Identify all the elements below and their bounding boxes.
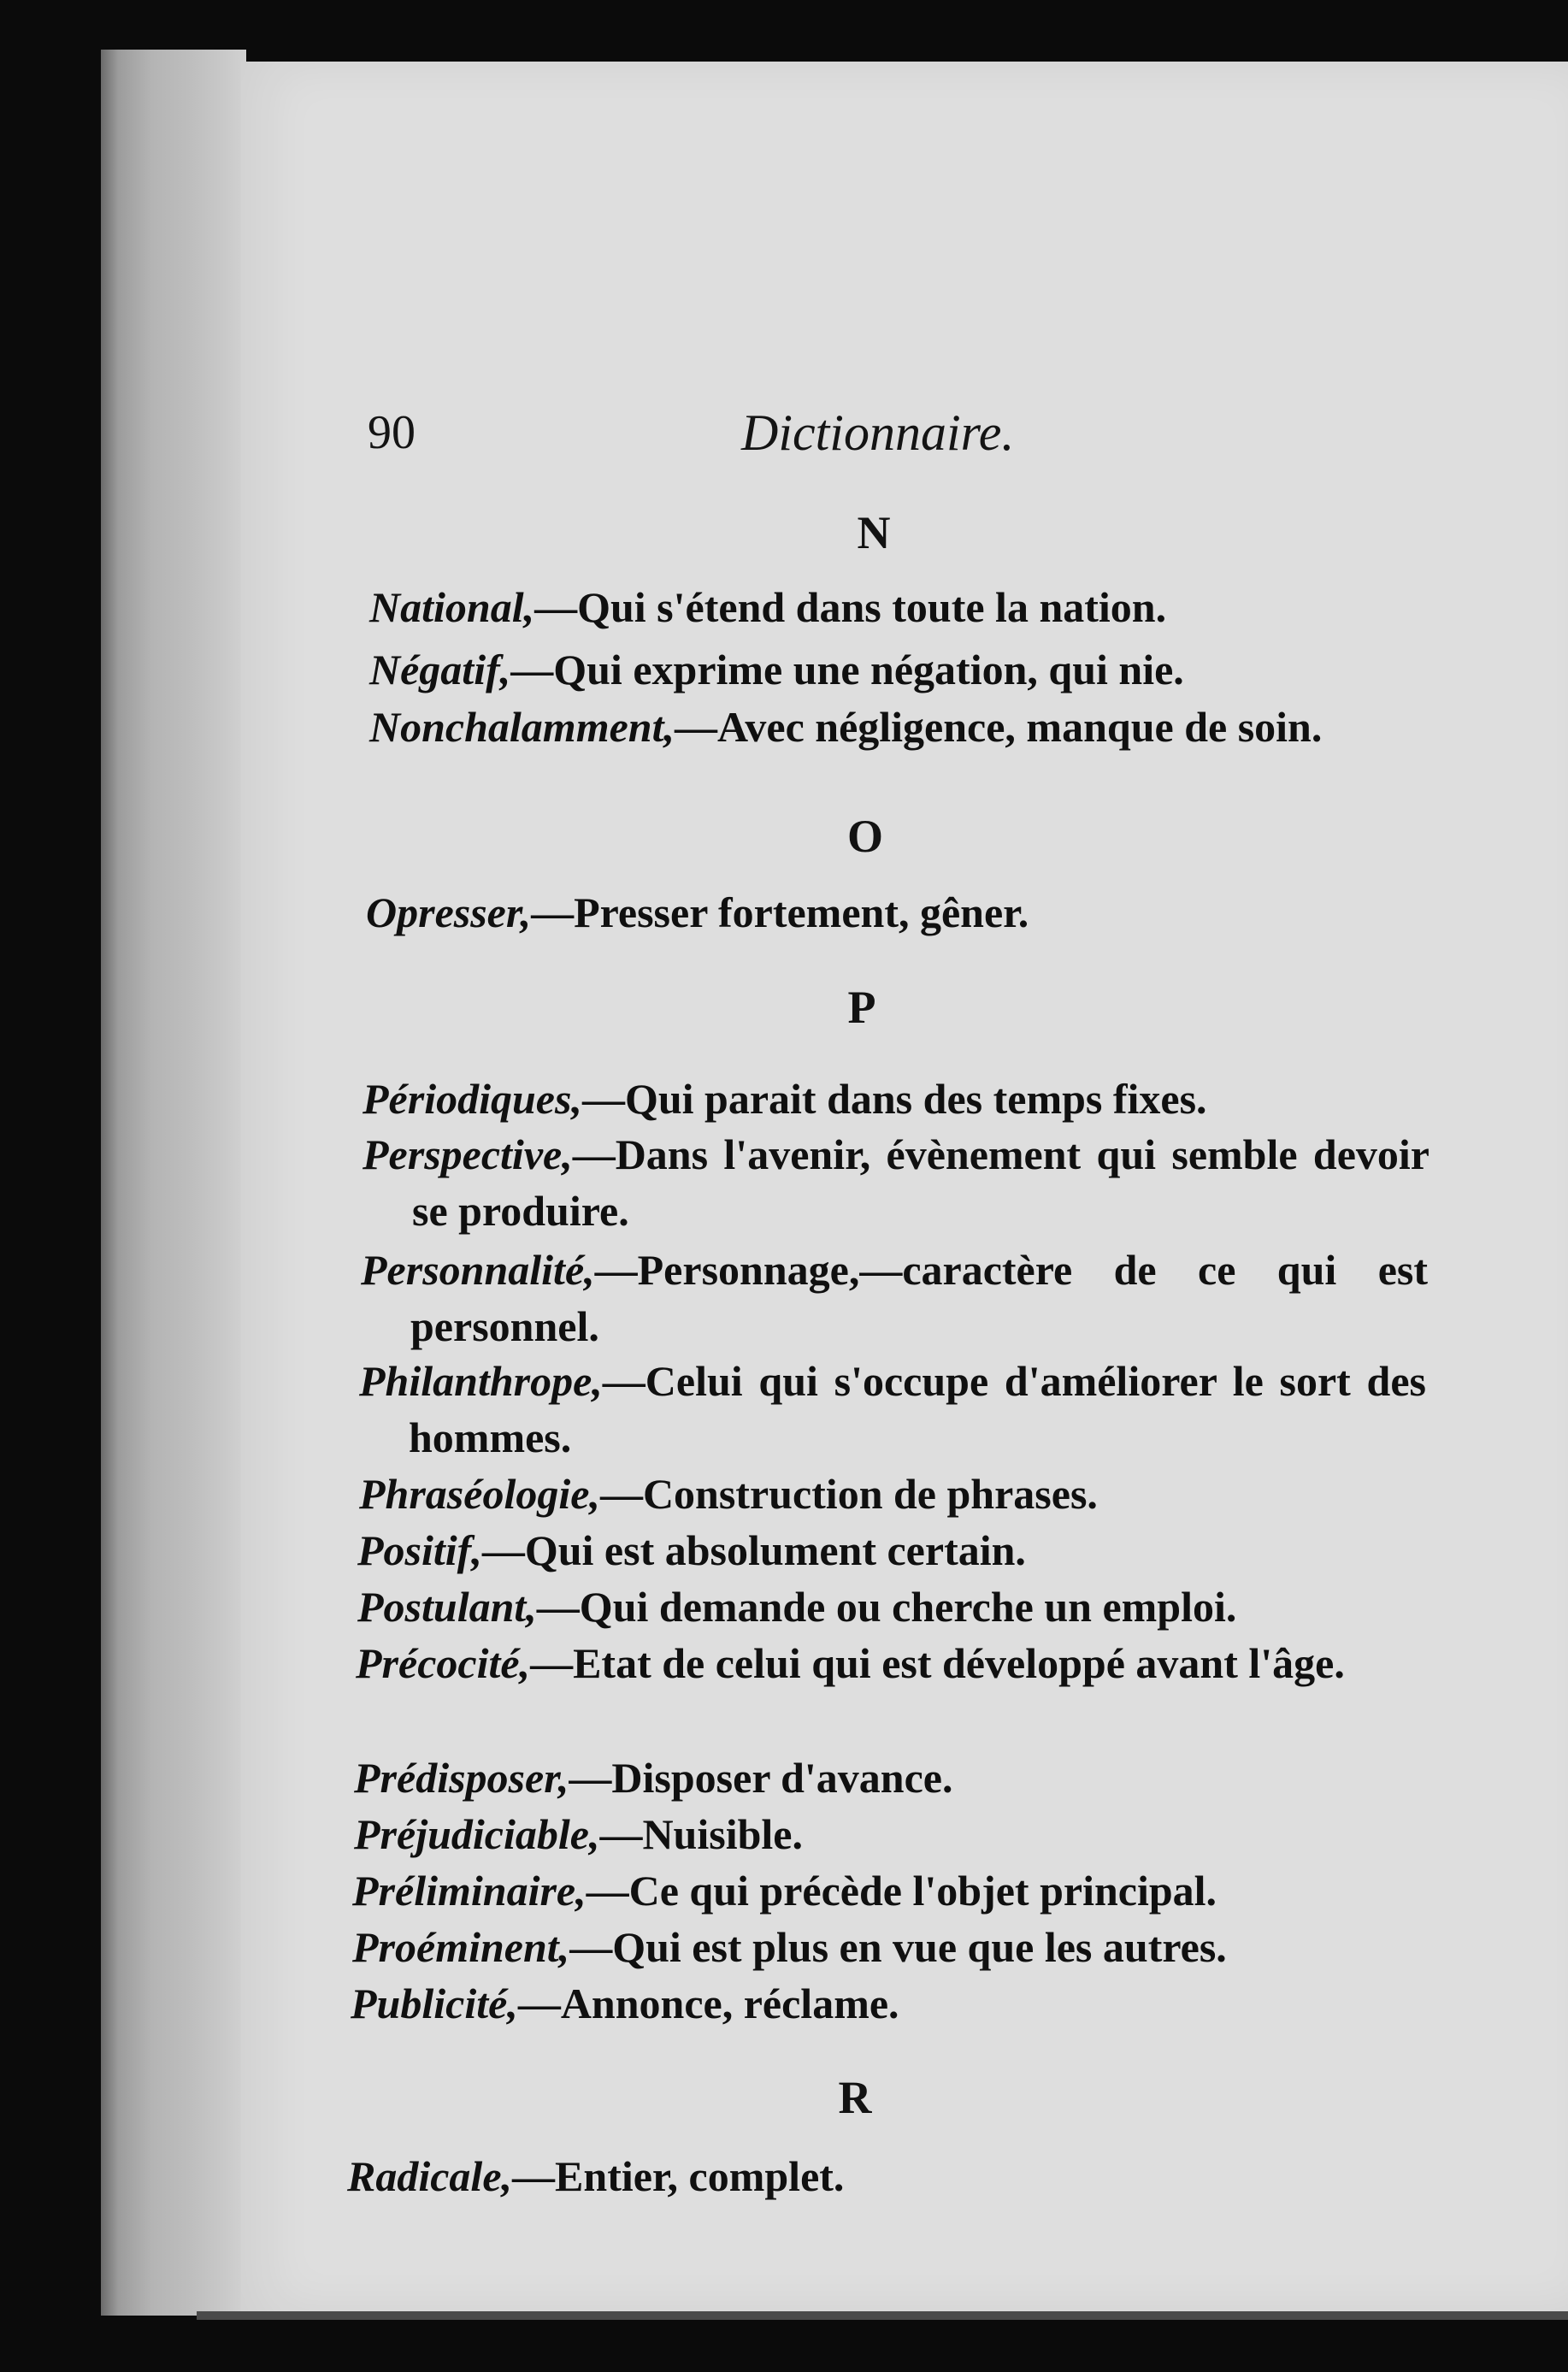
- entry-postulant: [357, 1578, 1424, 1635]
- entry-term: Préjudiciable,: [354, 1810, 600, 1858]
- entry-term: Perspective,: [363, 1130, 573, 1178]
- entry-definition: —Qui exprime une négation, qui nie.: [510, 646, 1184, 693]
- page-header: [241, 395, 1568, 472]
- entry-term: Opresser,: [366, 888, 532, 936]
- entry-definition: —Celui qui s'occupe d'améliorer le sort des hommes.: [409, 1357, 1426, 1461]
- entry-personnalite: [361, 1242, 1428, 1354]
- entry-term: National,: [369, 583, 535, 631]
- entry-term: Nonchalamment,: [369, 703, 675, 751]
- entry-term: Périodiques,: [363, 1075, 582, 1123]
- entry-philanthrope: [359, 1353, 1426, 1466]
- entry-term: Précocité,: [356, 1639, 531, 1687]
- entry-term: Personnalité,: [361, 1246, 595, 1294]
- entry-definition: —Disposer d'avance.: [569, 1754, 953, 1802]
- section-letter-o: O: [846, 811, 883, 862]
- entry-definition: —Personnage,—caractère de ce qui est personnel.: [410, 1246, 1428, 1350]
- entry-perspective: [363, 1126, 1429, 1239]
- entry-term: Prédisposer,: [354, 1754, 569, 1802]
- entry-definition: —Presser fortement, gêner.: [531, 888, 1029, 936]
- entry-national: [369, 579, 1436, 635]
- entry-preliminaire: [352, 1862, 1419, 1919]
- entry-periodiques: [363, 1071, 1429, 1127]
- page-number: 90: [368, 406, 416, 459]
- entry-negatif: [369, 641, 1436, 698]
- entry-publicite: [351, 1975, 1418, 2032]
- entry-predisposer: [354, 1749, 1421, 1806]
- entry-definition: —Qui est plus en vue que les autres.: [569, 1923, 1227, 1971]
- entry-definition: —Entier, complet.: [512, 2152, 845, 2200]
- entry-definition: —Construction de phrases.: [599, 1470, 1098, 1518]
- entry-positif: [357, 1522, 1424, 1578]
- entry-term: Négatif,: [369, 646, 511, 693]
- entry-definition: —Qui s'étend dans toute la nation.: [534, 583, 1167, 631]
- book-spine: [101, 50, 246, 2316]
- dictionary-page: [241, 62, 1568, 2312]
- entry-definition: —Annonce, réclame.: [517, 1980, 899, 2027]
- running-head: Dictionnaire.: [741, 404, 1015, 461]
- entry-proeminent: [352, 1919, 1419, 1975]
- entry-definition: —Etat de celui qui est développé avant l'âge.: [530, 1639, 1345, 1687]
- entry-phraseologie: [359, 1466, 1426, 1522]
- entry-term: Publicité,: [351, 1980, 518, 2027]
- entry-definition: —Qui est absolument certain.: [481, 1526, 1026, 1574]
- section-letter-r: R: [838, 2072, 872, 2123]
- entry-definition: —Nuisible.: [599, 1810, 804, 1858]
- entry-term: Philanthrope,: [359, 1357, 603, 1405]
- page-bottom-edge: [197, 2311, 1568, 2320]
- entry-definition: —Qui demande ou cherche un emploi.: [536, 1583, 1237, 1631]
- entry-opresser: [366, 884, 1433, 941]
- entry-term: Phraséologie,: [359, 1470, 600, 1518]
- entry-radicale: [347, 2148, 1414, 2204]
- entry-definition: —Dans l'avenir, évènement qui semble devoir se produire.: [412, 1130, 1429, 1235]
- entry-term: Postulant,: [357, 1583, 537, 1631]
- entry-term: Préliminaire,: [352, 1867, 587, 1915]
- entry-precocite: [356, 1635, 1423, 1691]
- section-letter-n: N: [857, 507, 891, 558]
- entry-term: Positif,: [357, 1526, 482, 1574]
- entry-term: Radicale,: [347, 2152, 513, 2200]
- entry-term: Proéminent,: [352, 1923, 570, 1971]
- entry-prejudiciable: [354, 1806, 1421, 1862]
- entry-nonchalamment: [369, 699, 1436, 755]
- entry-definition: —Qui parait dans des temps fixes.: [581, 1075, 1207, 1123]
- section-letter-p: P: [847, 982, 876, 1033]
- entry-definition: —Ce qui précède l'objet principal.: [586, 1867, 1217, 1915]
- entry-definition: —Avec négligence, manque de soin.: [674, 703, 1323, 751]
